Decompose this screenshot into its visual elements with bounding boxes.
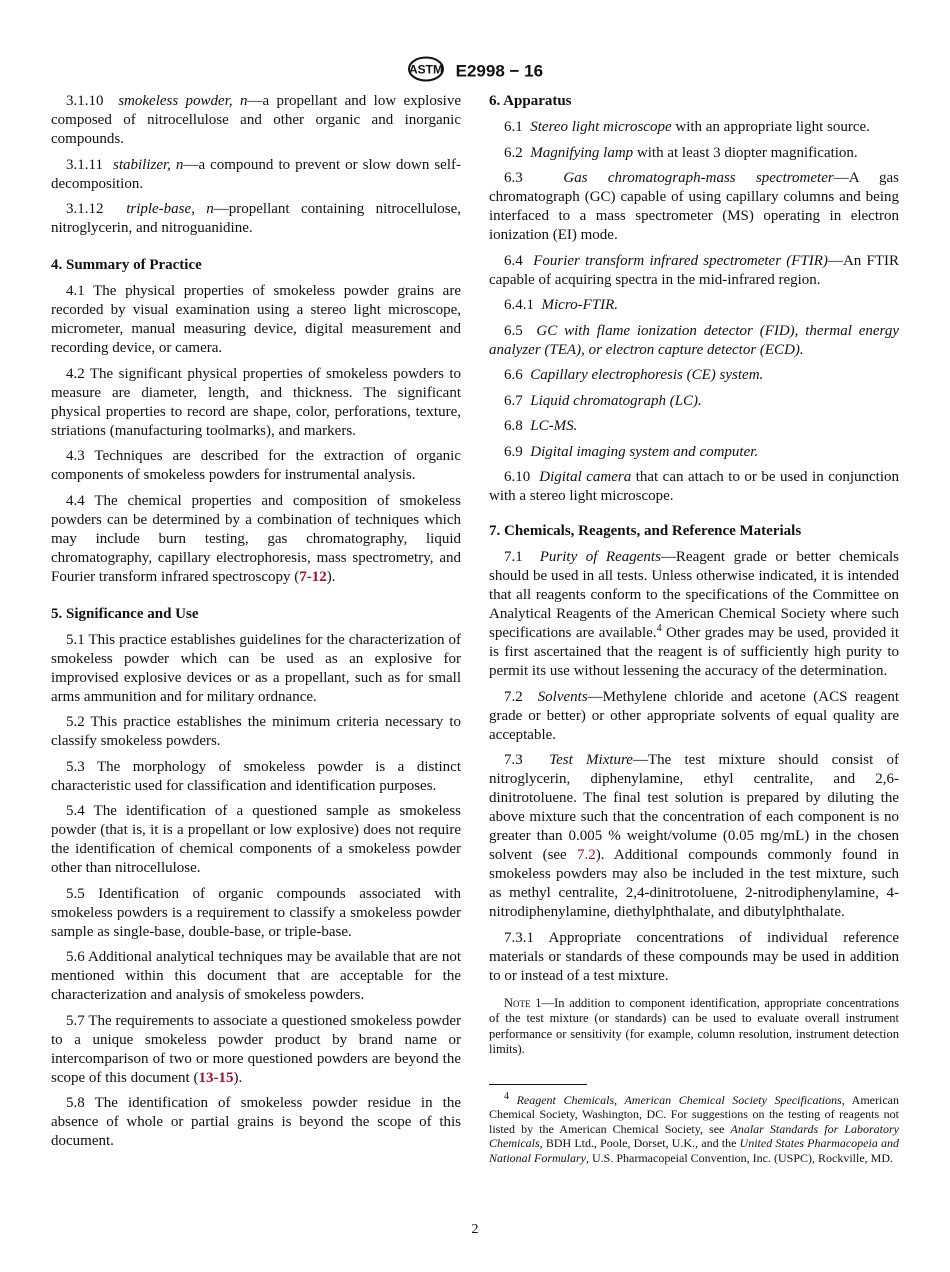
reference-link-13-15[interactable]: 13-15: [198, 1069, 234, 1086]
astm-logo-icon: [407, 56, 445, 87]
section-5-7: 5.7 The requirements to associate a questioned smokeless powder to a unique smokeless powder product by brand name or intercomparison of two or more questioned powders are beyond the scope of this document (13-15).: [51, 1012, 461, 1086]
cross-reference-7-2[interactable]: 7.2: [576, 847, 596, 863]
section-5-4: 5.4 The identification of a questioned sample as smokeless powder (that is, it is a propellant or low explosive) does not require the identification of chemical components of a smokeless powder other than nitrocellulose.: [51, 803, 461, 876]
section-3-1-10: 3.1.10 smokeless powder, n—a propellant and low explosive composed of nitrocellulose and other organic and inorganic compounds.: [51, 93, 461, 147]
standard-designation: E2998 − 16: [455, 61, 544, 81]
apparatus-item: 6.3 Gas chromatograph-mass spectrometer—A gas chromatograph (GC) capable of using capillary columns and being interfaced to a mass spectrometer (MS) operating in electron ionization (EI) mode.: [489, 170, 900, 243]
page-number: 2: [471, 1222, 479, 1237]
heading-significance-and-use: 5. Significance and Use: [51, 605, 199, 622]
page-header: [0, 56, 950, 87]
section-3-1-12: 3.1.12 triple-base, n—propellant containing nitrocellulose, nitroglycerin, and nitroguanidine.: [51, 201, 461, 236]
apparatus-item: 6.8 LC-MS.: [504, 418, 578, 434]
apparatus-list: [489, 118, 899, 506]
section-7-3-1: 7.3.1 Appropriate concentrations of individual reference materials or standards of these compounds may be used in addition to or instead of a test mixture.: [489, 929, 899, 984]
right-column: [489, 92, 899, 1172]
apparatus-item: 6.2 Magnifying lamp with at least 3 diopter magnification.: [504, 144, 858, 161]
heading-summary-of-practice: 4. Summary of Practice: [51, 257, 202, 273]
section-4-1: 4.1 The physical properties of smokeless powder grains are recorded by visual examination using a stereo light microscope, micrometer, manual measuring device, digital measurement and recording device, or camera.: [51, 283, 461, 356]
heading-chemicals-reagents: 7. Chemicals, Reagents, and Reference Materials: [489, 523, 802, 539]
section-5-8: 5.8 The identification of smokeless powder residue in the absence of whole or partial grains is beyond the scope of this document.: [51, 1095, 461, 1149]
footnote-marker[interactable]: 4: [656, 623, 662, 634]
section-3-1-11: 3.1.11 stabilizer, n—a compound to prevent or slow down self-decomposition.: [51, 156, 461, 192]
apparatus-item: 6.7 Liquid chromatograph (LC).: [504, 392, 702, 409]
svg-text:ASTM: ASTM: [408, 62, 443, 77]
apparatus-item: 6.1 Stereo light microscope with an appropriate light source.: [504, 119, 870, 135]
section-5-5: 5.5 Identification of organic compounds associated with smokeless powders is a requirement to classify a smokeless powder sample as single-base, double-base, or triple-base.: [51, 885, 461, 940]
note-1: Note 1—In addition to component identification, appropriate concentrations of the test mixture (or standards) can be used to evaluate overall instrument performance or sensitivity (for example, column resolution, instrument detection limits).: [489, 995, 899, 1056]
section-7-2: 7.2 Solvents—Methylene chloride and acetone (ACS reagent grade or better) or other appropriate solvents of equal quality are acceptable.: [489, 688, 900, 743]
apparatus-item: 6.10 Digital camera that can attach to or be used in conjunction with a stereo light microscope.: [489, 469, 900, 504]
section-7-1: 7.1 Purity of Reagents—Reagent grade or better chemicals should be used in all tests. Unless otherwise indicated, it is intended that all reagents conform to the specifications of the Committee on Analytical Reagents of the American Chemical Society where such specifications are available.$^4$ Other grades may be used, provided it is first ascertained that the reagent is of sufficiently high purity to permit its use without lessening the accuracy of the determination.: [489, 549, 899, 679]
apparatus-item: 6.4.1 Micro-FTIR.: [504, 297, 619, 313]
footnote-4: $^4$ Reagent Chemicals, American Chemical Society Specifications, American Chemical Society, Washington, DC. For suggestions on the testing of reagents not listed by the American Chemical Society, see Analar Standards for Laboratory Chemicals, BDH Ltd., Poole, Dorset, U.K., and the United States Pharmacopeia and National Formulary, U.S. Pharmacopeial Convention, Inc. (USPC), Rockville, MD.: [489, 1090, 900, 1165]
left-column: [51, 92, 461, 1158]
apparatus-item: 6.4 Fourier transform infrared spectrometer (FTIR)—An FTIR capable of acquiring spectra in the mid-infrared region.: [489, 252, 899, 288]
section-5-1: 5.1 This practice establishes guidelines for the characterization of smokeless powder which can be used as an explosive for improvised explosive devices or as a propellant, such as for small arms ammunition and for military ordnance.: [51, 631, 461, 705]
section-5-2: 5.2 This practice establishes the minimum criteria necessary to classify smokeless powders.: [51, 714, 461, 749]
apparatus-item: 6.5 GC with flame ionization detector (FID), thermal energy analyzer (TEA), or electron capture detector (ECD).: [489, 322, 899, 358]
heading-apparatus: 6. Apparatus: [489, 93, 572, 109]
section-5-6: 5.6 Additional analytical techniques may be available that are not mentioned within this document that are acceptable for the characterization and analysis of smokeless powders.: [51, 949, 461, 1003]
apparatus-item: 6.6 Capillary electrophoresis (CE) system.: [504, 367, 764, 383]
reference-link-7-12[interactable]: 7-12: [299, 568, 327, 585]
apparatus-item: 6.9 Digital imaging system and computer.: [504, 443, 759, 460]
section-7-3: 7.3 Test Mixture—The test mixture should consist of nitroglycerin, diphenylamine, ethyl centralite, and 2,6-dinitrotoluene. The final test solution is prepared by diluting the above mixture such that the concentration of each component is no greater than 0.005 % weight/volume (0.05 mg/mL) in the chosen solvent (see 7.2). Additional compounds commonly found in smokeless powders may also be included in the test mixture, such as methyl centralite, 2,4-dinitrotoluene, 2-nitrodiphenylamine, 4-nitrodiphenylamine, diethylphthalate, and dibutylphthalate.: [489, 752, 900, 920]
section-5-3: 5.3 The morphology of smokeless powder is a distinct characteristic used for classification and identification purposes.: [51, 758, 461, 794]
section-4-3: 4.3 Techniques are described for the extraction of organic components of smokeless powders for instrumental analysis.: [51, 448, 461, 483]
footnote-divider: [489, 1084, 587, 1085]
section-4-2: 4.2 The significant physical properties of smokeless powders to measure are diameter, length, and thickness. The significant physical properties to record are shape, color, perforations, texture, striations (manufacturing toolmarks), and markers.: [51, 365, 461, 439]
section-4-4: 4.4 The chemical properties and composition of smokeless powders can be determined by a combination of techniques which may include burn testing, gas chromatography, liquid chromatography, capillary electrophoresis, mass spectrometry, and Fourier transform infrared spectroscopy (7-12).: [51, 492, 461, 585]
